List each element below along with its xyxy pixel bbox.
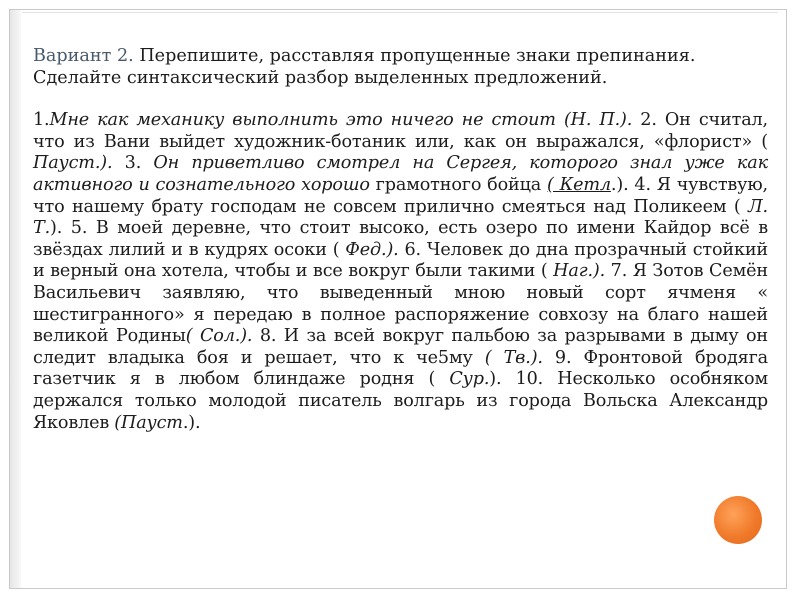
text-segment: .). 4. Я чувствую, что нашему брату господам не совсем прилично смеяться над Поликеем (: [33, 174, 768, 217]
italic-text-segment: (Пауст: [114, 412, 183, 433]
exercise-text: [33, 110, 768, 434]
text-segment: 6. Человек до дна прозрачный стойкий и верный она хотела, чтобы и все вокруг были такими (: [33, 239, 768, 282]
slide-top-rule: [22, 12, 778, 13]
text-segment: 7. Я Зотов Семён Васильевич заявляю, что выведенный мною новый сорт ячменя « шестигранного» я передаю в полное распоряжение совхозу на благо нашей великой Родины: [33, 261, 768, 347]
text-segment: 8. И за всей вокруг пальбою за разрывами в дыму он следит владыка боя и решает, что к че5му: [33, 326, 769, 368]
instruction-line-1: Перепишите, расставляя пропущенные знаки препинания.: [133, 46, 696, 66]
task-header: [33, 46, 768, 89]
italic-text-segment: Фед.).: [345, 239, 399, 260]
text-segment: ). 10. Несколько особняком держался только молодой писатель волгарь из города Вольска Александр Яковлев: [33, 369, 768, 433]
instruction-line-2: Сделайте синтаксический разбор выделенных предложений.: [33, 67, 608, 88]
italic-text-segment: Мне как механику выполнить это ничего не стоит (Н. П.).: [49, 110, 633, 131]
italic-text-segment: Он приветливо смотрел на Сергея, которого знал уже как активного и сознательного хорошо: [33, 153, 768, 195]
text-segment: 3.: [112, 153, 154, 174]
italic-text-segment: Пауст.).: [33, 153, 113, 174]
text-segment: грамотного бойца: [369, 174, 548, 195]
text-segment: 1.: [33, 110, 50, 131]
text-segment: .).: [182, 412, 201, 433]
slide-content: [33, 46, 768, 434]
text-segment: ). 5. В моей деревне, что стоит высоко, есть озеро по имени Кайдор всё в звёздах лилий и в кудрях осоки (: [33, 218, 768, 260]
italic-text-segment: ( Кетл: [547, 174, 611, 195]
text-segment: 9. Фронтовой бродяга газетчик я в любом блиндаже родня (: [33, 347, 768, 390]
decorative-orange-circle: [714, 496, 762, 544]
italic-text-segment: Л. Т.: [33, 196, 768, 239]
italic-text-segment: ( Тв.).: [484, 347, 543, 368]
italic-text-segment: Сур.: [449, 369, 490, 390]
italic-text-segment: ( Сол.).: [185, 326, 253, 347]
italic-text-segment: Наг.).: [553, 261, 606, 282]
text-segment: 2. Он считал, что из Вани выйдет художник-ботаник или, как он выражался, «флорист» (: [33, 110, 769, 152]
sentences-paragraph: [33, 110, 768, 434]
variant-label: Вариант 2.: [33, 46, 134, 66]
